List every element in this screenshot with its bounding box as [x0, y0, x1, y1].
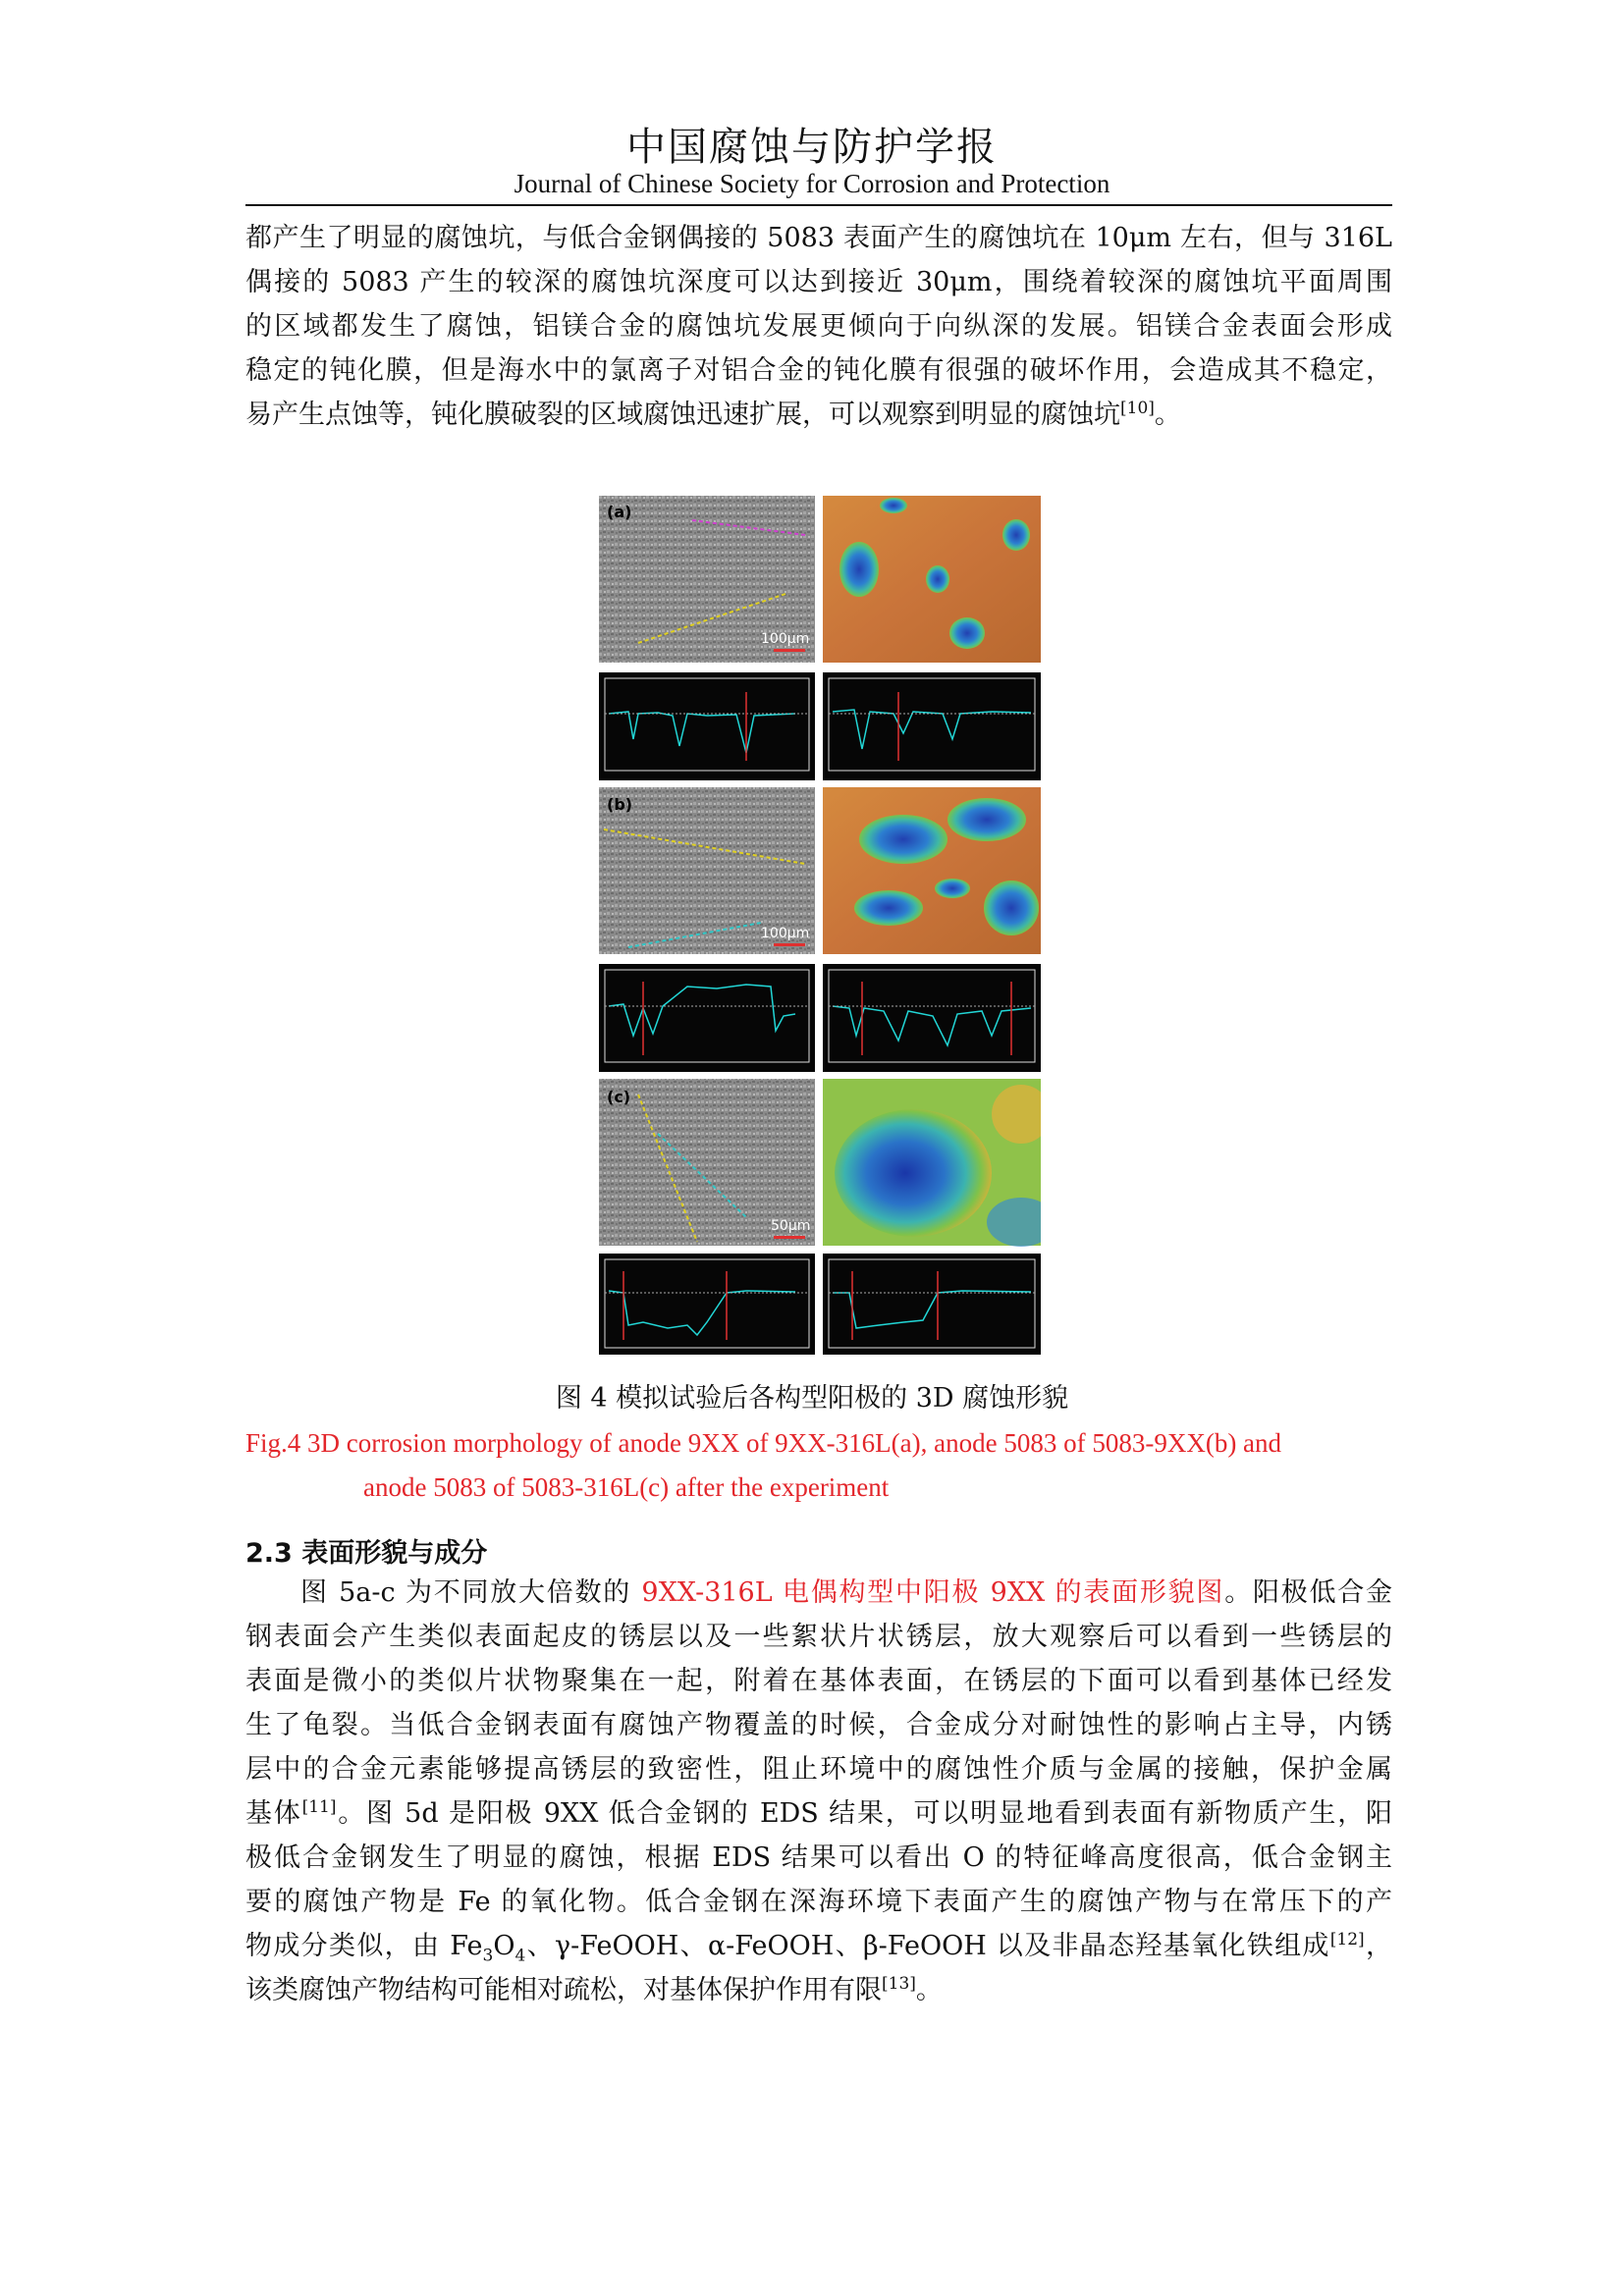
paragraph-2 — [245, 1571, 1392, 2012]
para2-line: 该类腐蚀产物结构可能相对疏松，对基体保护作用有限[13]。 — [245, 1974, 943, 2005]
citation: [10] — [1120, 399, 1155, 418]
journal-title-cn: 中国腐蚀与防护学报 — [626, 125, 998, 170]
header-rule — [245, 204, 1392, 206]
para2-line: 层中的合金元素能够提高锈层的致密性，阻止环境中的腐蚀性介质与金属的接触，保护金属 — [245, 1754, 1392, 1785]
para1-line: 稳定的钝化膜，但是海水中的氯离子对铝合金的钝化膜有很强的破坏作用，会造成其不稳定， — [245, 355, 1392, 386]
para2-line: 基体[11]。图 5d 是阳极 9XX 低合金钢的 EDS 结果，可以明显地看到表面有新物质产生，阳 — [245, 1797, 1392, 1829]
para1-line: 的区域都发生了腐蚀，铝镁合金的腐蚀坑发展更倾向于向纵深的发展。铝镁合金表面会形成 — [245, 311, 1392, 342]
figure-4-image — [599, 496, 1041, 1355]
citation: [13] — [882, 1974, 916, 1994]
journal-title-en: Journal of Chinese Society for Corrosion and Protection — [514, 169, 1110, 198]
panel-label-a: (a) — [607, 503, 632, 521]
figure-caption-cn: 图 4 模拟试验后各构型阳极的 3D 腐蚀形貌 — [555, 1383, 1069, 1414]
panel-label-c: (c) — [607, 1088, 631, 1106]
para2-line: 表面是微小的类似片状物聚集在一起，附着在基体表面，在锈层的下面可以看到基体已经发 — [245, 1666, 1392, 1696]
para2-line: 物成分类似，由 $Fe_3O_4$、γ-FeOOH、α-FeOOH、β-FeOOH 以及非晶态羟基氧化铁组成[12]， — [245, 1930, 1392, 1966]
para2-line: 图 5a-c 为不同放大倍数的 9XX-316L 电偶构型中阳极 9XX 的表面形貌图。阳极低合金 — [300, 1577, 1393, 1608]
paragraph-1 — [245, 216, 1392, 437]
citation: [12] — [1329, 1930, 1365, 1949]
profile-plot-c1 — [599, 1254, 815, 1355]
para2-line: 要的腐蚀产物是 Fe 的氧化物。低合金钢在深海环境下表面产生的腐蚀产物与在常压下的产 — [245, 1887, 1392, 1917]
para2-line: 极低合金钢发生了明显的腐蚀，根据 EDS 结果可以看出 O 的特征峰高度很高，低合金钢主 — [245, 1842, 1392, 1873]
figure-4 — [599, 496, 1041, 1355]
profile-plot-a2 — [823, 672, 1041, 780]
section-title: 2.3 表面形貌与成分 — [245, 1538, 488, 1569]
caption-en-line-1: Fig.4 3D corrosion morphology of anode 9XX of 9XX-316L(a), anode 5083 of 5083-9XX(b) and — [245, 1428, 1282, 1458]
para2-line: 钢表面会产生类似表面起皮的锈层以及一些絮状片状锈层，放大观察后可以看到一些锈层的 — [245, 1622, 1392, 1652]
profile-plot-b2 — [823, 964, 1041, 1072]
scale-bar-label-c: 50μm — [771, 1218, 811, 1234]
highlight-text: 9XX-316L 电偶构型中阳极 9XX 的表面形貌图 — [641, 1577, 1225, 1608]
para2-line: 生了龟裂。当低合金钢表面有腐蚀产物覆盖的时候，合金成分对耐蚀性的影响占主导，内锈 — [245, 1710, 1392, 1740]
panel-label-b: (b) — [607, 795, 633, 814]
citation: [11] — [301, 1797, 337, 1817]
figure-caption-en — [245, 1421, 1392, 1510]
para1-line: 都产生了明显的腐蚀坑，与低合金钢偶接的 5083 表面产生的腐蚀坑在 10μm 左右，但与 316L — [245, 223, 1392, 253]
para1-line: 偶接的 5083 产生的较深的腐蚀坑深度可以达到接近 30μm，围绕着较深的腐蚀坑平面周围 — [245, 267, 1392, 297]
scale-bar-label-b: 100μm — [761, 926, 810, 941]
para1-line: 易产生点蚀等，钝化膜破裂的区域腐蚀迅速扩展，可以观察到明显的腐蚀坑[10]。 — [245, 399, 1181, 430]
caption-en-line-2: anode 5083 of 5083-316L(c) after the experiment — [363, 1472, 890, 1502]
scale-bar-label-a: 100μm — [761, 631, 810, 647]
